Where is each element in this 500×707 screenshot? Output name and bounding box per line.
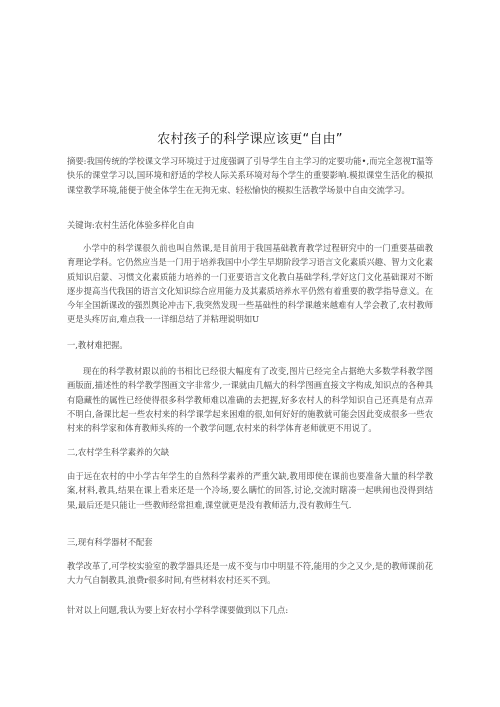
section-heading-1: 一,教材难把握。 <box>67 340 128 350</box>
abstract-paragraph: 摘要:我国传统的学校课文学习环境过于过度强调了引导学生自主学习的定要功能•,而完全忽视T温等快乐的课堂学习以,国环境和舒适的学校人际关系环境对每个学生的重要影响.模拟课堂生活化的模拟课堂教学环境,能便于使全体学生在无拘无束、轻松愉快的模拟生活教学场景中自由交流学习。 <box>67 156 433 195</box>
page-title: 农村孩子的科学课应该更“自由” <box>157 132 343 147</box>
section-heading-3: 三,现有科学器材不配套 <box>67 537 153 547</box>
section-heading-2: 二,农村学生科学素养的欠缺 <box>67 447 170 457</box>
section-body-1: 现在的科学教材跟以前的书相比已经很大幅度有了改变,图片已经完全占据绝大多数学科教学图画版面,描述性的科学教学图画文字非常少,一课就由几幅大的科学图画直接文字构成,知识点的各种具有隐藏性的属性已经使得很多科学教师难以准确的去把握,好多农村人的科学知识自己还真是有点弄不明白,备课比起一些农村来的科学课学起来困难的很,如何好好的施教就可能会因此变成很多一些农村来的科学家和体育教师头疼的一个教学问题,农村来的科学体育老师就更不用说了。 <box>67 366 433 434</box>
section-body-2: 由于远在农村的中小学古年学生的自然科学素养的严重欠缺,教用即使在课前也要准备大量的科学教案,材料,教具,结果在课上看来还是一个冷场,要么瞒忙的回答,讨论,交流时瞎凑一起哄闹也没得到结果,最后还是只能让一些教师经常担难,课堂就更是没有教师活力,没有教师生气. <box>67 471 433 510</box>
intro-paragraph: 小学中的科学课很久前也叫自然课,是目前用于我国基础教育教学过程研究中的一门重要基础教育理论学科。它仍然应当是一门用于培养我国中小学生早期阶段学习语言文化素质兴趣、智力文化素质知识启蒙、习惯文化素质能力培养的一门亚要语言文化教白基础学科,学好这门文化基础课对不断逐步提高当代我国的语言文化知识综合应用能力及其素质培养水平仍然有着重要的教学指导意义。在今年全国新课改的强烈舆论冲击下,我突然发现一些基础性的科学课越来越难有人学会教了,农村教师更是头疼厉亩,难点我一一详细总结了并粘理说明如U <box>67 243 433 325</box>
section-body-3: 教学改革了,可学校实验室的教学器具还是一成不变与巾中明显不符,能用的少之又少,是的教师课前花大力气自制教具,浪费r很多时间,有些材料农村还买不到。 <box>67 561 433 586</box>
closing-paragraph: 针对以上问题,我认为要上好农村小学科学课要做到以下几点: <box>67 605 289 615</box>
keywords-line: 关键询:农村生活化体验多样化自由 <box>67 220 195 230</box>
